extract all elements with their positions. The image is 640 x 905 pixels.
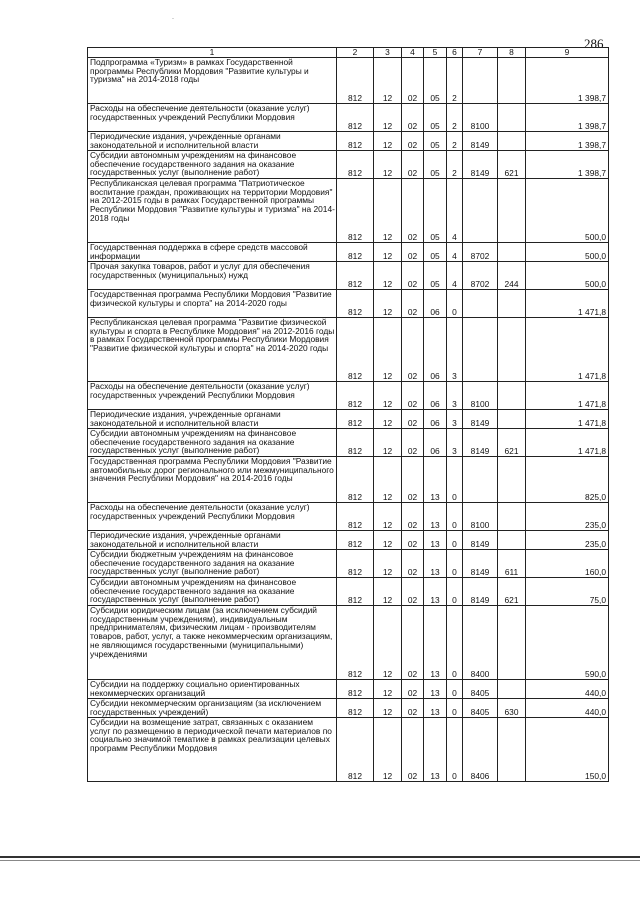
column-header-7: 7 — [463, 48, 498, 58]
section-code: 12 — [374, 718, 402, 782]
subsection-code: 02 — [402, 699, 424, 718]
amount: 1 471,8 — [526, 382, 609, 410]
program-code: 13 — [424, 718, 447, 782]
section-code: 12 — [374, 104, 402, 132]
program-code: 13 — [424, 606, 447, 680]
target-article: 8149 — [463, 550, 498, 578]
admin-code: 812 — [337, 429, 374, 457]
admin-code: 812 — [337, 680, 374, 699]
row-name: Субсидии на поддержку социально ориентированных некоммерческих организаций — [88, 680, 337, 699]
row-name: Периодические издания, учрежденные органами законодательной и исполнительной власти — [88, 410, 337, 429]
admin-code: 812 — [337, 151, 374, 179]
subprogram-code: 2 — [447, 58, 463, 104]
program-code: 13 — [424, 531, 447, 550]
expense-type: 621 — [498, 151, 526, 179]
amount: 235,0 — [526, 531, 609, 550]
expense-type — [498, 503, 526, 531]
admin-code: 812 — [337, 243, 374, 262]
subsection-code: 02 — [402, 503, 424, 531]
expense-type — [498, 531, 526, 550]
section-code: 12 — [374, 531, 402, 550]
program-code: 13 — [424, 503, 447, 531]
subsection-code: 02 — [402, 132, 424, 151]
amount: 235,0 — [526, 503, 609, 531]
column-header-1: 1 — [88, 48, 337, 58]
subsection-code: 02 — [402, 457, 424, 503]
subsection-code: 02 — [402, 531, 424, 550]
table-row — [88, 606, 609, 680]
subsection-code: 02 — [402, 104, 424, 132]
admin-code: 812 — [337, 699, 374, 718]
subprogram-code: 4 — [447, 179, 463, 243]
section-code: 12 — [374, 578, 402, 606]
amount: 440,0 — [526, 680, 609, 699]
amount: 825,0 — [526, 457, 609, 503]
expense-type — [498, 718, 526, 782]
subprogram-code: 2 — [447, 132, 463, 151]
row-name: Расходы на обеспечение деятельности (оказание услуг) государственных учреждений Республики Мордовия — [88, 503, 337, 531]
admin-code: 812 — [337, 578, 374, 606]
program-code: 06 — [424, 429, 447, 457]
program-code: 13 — [424, 680, 447, 699]
expense-type: 621 — [498, 429, 526, 457]
program-code: 05 — [424, 179, 447, 243]
row-name: Субсидии бюджетным учреждениям на финансовое обеспечение государственного задания на оказание государственных услуг (выполнение работ) — [88, 550, 337, 578]
table-row — [88, 132, 609, 151]
expense-type — [498, 382, 526, 410]
section-code: 12 — [374, 243, 402, 262]
subprogram-code: 0 — [447, 550, 463, 578]
amount: 75,0 — [526, 578, 609, 606]
amount: 440,0 — [526, 699, 609, 718]
subsection-code: 02 — [402, 410, 424, 429]
subprogram-code: 2 — [447, 151, 463, 179]
target-article: 8100 — [463, 503, 498, 531]
subsection-code: 02 — [402, 718, 424, 782]
program-code: 06 — [424, 410, 447, 429]
expense-type: 630 — [498, 699, 526, 718]
subprogram-code: 2 — [447, 104, 463, 132]
section-code: 12 — [374, 680, 402, 699]
bottom-rule-thin — [0, 860, 640, 861]
table-row — [88, 429, 609, 457]
section-code: 12 — [374, 410, 402, 429]
target-article: 8406 — [463, 718, 498, 782]
target-article: 8149 — [463, 151, 498, 179]
subprogram-code: 4 — [447, 243, 463, 262]
subprogram-code: 3 — [447, 318, 463, 382]
admin-code: 812 — [337, 382, 374, 410]
page-number: 286 — [584, 36, 604, 51]
amount: 1 398,7 — [526, 104, 609, 132]
row-name: Субсидии автономным учреждениям на финансовое обеспечение государственного задания на оказание государственных услуг (выполнение работ) — [88, 429, 337, 457]
subsection-code: 02 — [402, 382, 424, 410]
section-code: 12 — [374, 382, 402, 410]
row-name: Государственная программа Республики Мордовия "Развитие физической культуры и спорта" на 2014-2020 годы — [88, 290, 337, 318]
program-code: 13 — [424, 457, 447, 503]
amount: 1 471,8 — [526, 429, 609, 457]
target-article: 8149 — [463, 531, 498, 550]
target-article — [463, 457, 498, 503]
section-code: 12 — [374, 132, 402, 151]
row-name: Республиканская целевая программа "Развитие физической культуры и спорта в Республике Мордовия" на 2012-2016 годы в рамках Государственной программы Республики Мордовия "Развитие физической культуры и спорта" на 2014-2020 годы — [88, 318, 337, 382]
admin-code: 812 — [337, 606, 374, 680]
budget-table — [87, 47, 609, 782]
table-row — [88, 680, 609, 699]
amount: 150,0 — [526, 718, 609, 782]
row-name: Республиканская целевая программа "Патриотическое воспитание граждан, проживающих на территории Мордовия" на 2012-2015 годы в рамках Государственной программы Республики Мордовия "Развитие культуры и туризма" на 2014-2018 годы — [88, 179, 337, 243]
row-name: Государственная программа Республики Мордовия "Развитие автомобильных дорог регионального или межмуниципального значения Республики Мордовия" на 2014-2016 годы — [88, 457, 337, 503]
bottom-rule — [0, 856, 640, 858]
amount: 500,0 — [526, 179, 609, 243]
admin-code: 812 — [337, 410, 374, 429]
program-code: 06 — [424, 290, 447, 318]
target-article: 8149 — [463, 578, 498, 606]
admin-code: 812 — [337, 290, 374, 318]
program-code: 05 — [424, 151, 447, 179]
section-code: 12 — [374, 503, 402, 531]
amount: 1 398,7 — [526, 58, 609, 104]
subsection-code: 02 — [402, 680, 424, 699]
subprogram-code: 0 — [447, 531, 463, 550]
expense-type — [498, 104, 526, 132]
section-code: 12 — [374, 58, 402, 104]
table-row — [88, 58, 609, 104]
amount: 500,0 — [526, 262, 609, 290]
section-code: 12 — [374, 457, 402, 503]
subsection-code: 02 — [402, 550, 424, 578]
row-name: Субсидии некоммерческим организациям (за исключением государственных учреждений) — [88, 699, 337, 718]
section-code: 12 — [374, 699, 402, 718]
column-header-8: 8 — [498, 48, 526, 58]
table-row — [88, 699, 609, 718]
amount: 500,0 — [526, 243, 609, 262]
header-row — [88, 48, 609, 58]
subprogram-code: 0 — [447, 699, 463, 718]
target-article: 8149 — [463, 132, 498, 151]
program-code: 06 — [424, 382, 447, 410]
expense-type: 621 — [498, 578, 526, 606]
section-code: 12 — [374, 290, 402, 318]
table-row — [88, 550, 609, 578]
expense-type: 611 — [498, 550, 526, 578]
program-code: 05 — [424, 262, 447, 290]
expense-type — [498, 318, 526, 382]
amount: 590,0 — [526, 606, 609, 680]
expense-type — [498, 680, 526, 699]
table-row — [88, 179, 609, 243]
amount: 1 398,7 — [526, 132, 609, 151]
table-row — [88, 531, 609, 550]
table-row — [88, 718, 609, 782]
expense-type — [498, 58, 526, 104]
amount: 1 471,8 — [526, 318, 609, 382]
row-name: Государственная поддержка в сфере средств массовой информации — [88, 243, 337, 262]
admin-code: 812 — [337, 531, 374, 550]
subprogram-code: 4 — [447, 262, 463, 290]
subsection-code: 02 — [402, 243, 424, 262]
subsection-code: 02 — [402, 151, 424, 179]
expense-type: 244 — [498, 262, 526, 290]
section-code: 12 — [374, 318, 402, 382]
target-article — [463, 318, 498, 382]
admin-code: 812 — [337, 503, 374, 531]
admin-code: 812 — [337, 318, 374, 382]
table-row — [88, 410, 609, 429]
program-code: 05 — [424, 243, 447, 262]
program-code: 05 — [424, 132, 447, 151]
row-name: Прочая закупка товаров, работ и услуг для обеспечения государственных (муниципальных) нужд — [88, 262, 337, 290]
subprogram-code: 3 — [447, 429, 463, 457]
subsection-code: 02 — [402, 578, 424, 606]
column-header-3: 3 — [374, 48, 402, 58]
column-header-4: 4 — [402, 48, 424, 58]
section-code: 12 — [374, 550, 402, 578]
admin-code: 812 — [337, 457, 374, 503]
admin-code: 812 — [337, 104, 374, 132]
admin-code: 812 — [337, 58, 374, 104]
program-code: 05 — [424, 58, 447, 104]
column-header-9: 9 — [526, 48, 609, 58]
subprogram-code: 0 — [447, 578, 463, 606]
expense-type — [498, 243, 526, 262]
row-name: Субсидии автономным учреждениям на финансовое обеспечение государственного задания на оказание государственных услуг (выполнение работ) — [88, 151, 337, 179]
table-row — [88, 382, 609, 410]
target-article — [463, 179, 498, 243]
section-code: 12 — [374, 151, 402, 179]
subsection-code: 02 — [402, 606, 424, 680]
scan-speck: · — [172, 16, 174, 22]
expense-type — [498, 179, 526, 243]
target-article: 8100 — [463, 382, 498, 410]
row-name: Периодические издания, учрежденные органами законодательной и исполнительной власти — [88, 531, 337, 550]
subprogram-code: 3 — [447, 410, 463, 429]
admin-code: 812 — [337, 132, 374, 151]
program-code: 05 — [424, 104, 447, 132]
row-name: Субсидии на возмещение затрат, связанных с оказанием услуг по размещению в периодической печати материалов по социально значимой тематике в рамках реализации целевых программ Республики Мордовия — [88, 718, 337, 782]
target-article: 8702 — [463, 243, 498, 262]
row-name: Субсидии автономным учреждениям на финансовое обеспечение государственного задания на оказание государственных услуг (выполнение работ) — [88, 578, 337, 606]
admin-code: 812 — [337, 262, 374, 290]
subsection-code: 02 — [402, 58, 424, 104]
row-name: Подпрограмма «Туризм» в рамках Государственной программы Республики Мордовия "Развитие культуры и туризма" на 2014-2018 годы — [88, 58, 337, 104]
section-code: 12 — [374, 179, 402, 243]
table-row — [88, 578, 609, 606]
target-article: 8405 — [463, 680, 498, 699]
subsection-code: 02 — [402, 262, 424, 290]
expense-type — [498, 606, 526, 680]
section-code: 12 — [374, 606, 402, 680]
expense-type — [498, 132, 526, 151]
target-article — [463, 58, 498, 104]
column-header-5: 5 — [424, 48, 447, 58]
subsection-code: 02 — [402, 290, 424, 318]
target-article: 8400 — [463, 606, 498, 680]
expense-type — [498, 410, 526, 429]
table-row — [88, 104, 609, 132]
subprogram-code: 0 — [447, 457, 463, 503]
amount: 1 471,8 — [526, 290, 609, 318]
table-row — [88, 243, 609, 262]
table-row — [88, 262, 609, 290]
section-code: 12 — [374, 429, 402, 457]
table-row — [88, 457, 609, 503]
subprogram-code: 0 — [447, 606, 463, 680]
program-code: 13 — [424, 550, 447, 578]
section-code: 12 — [374, 262, 402, 290]
subprogram-code: 0 — [447, 680, 463, 699]
subsection-code: 02 — [402, 179, 424, 243]
program-code: 13 — [424, 699, 447, 718]
column-header-2: 2 — [337, 48, 374, 58]
row-name: Периодические издания, учрежденные органами законодательной и исполнительной власти — [88, 132, 337, 151]
table-row — [88, 151, 609, 179]
expense-type — [498, 457, 526, 503]
program-code: 06 — [424, 318, 447, 382]
subprogram-code: 0 — [447, 503, 463, 531]
row-name: Расходы на обеспечение деятельности (оказание услуг) государственных учреждений Республики Мордовия — [88, 104, 337, 132]
subprogram-code: 0 — [447, 718, 463, 782]
table-row — [88, 318, 609, 382]
admin-code: 812 — [337, 179, 374, 243]
program-code: 13 — [424, 578, 447, 606]
subsection-code: 02 — [402, 318, 424, 382]
amount: 160,0 — [526, 550, 609, 578]
admin-code: 812 — [337, 550, 374, 578]
target-article — [463, 290, 498, 318]
admin-code: 812 — [337, 718, 374, 782]
subprogram-code: 0 — [447, 290, 463, 318]
expense-type — [498, 290, 526, 318]
amount: 1 471,8 — [526, 410, 609, 429]
column-header-6: 6 — [447, 48, 463, 58]
target-article: 8100 — [463, 104, 498, 132]
table-row — [88, 503, 609, 531]
target-article: 8149 — [463, 429, 498, 457]
table-row — [88, 290, 609, 318]
subsection-code: 02 — [402, 429, 424, 457]
amount: 1 398,7 — [526, 151, 609, 179]
row-name: Субсидии юридическим лицам (за исключением субсидий государственным учреждениям), индивидуальным предпринимателям, физическим лицам - производителям товаров, работ, услуг, а также некоммерческим организациям, не являющимся государственными (муниципальными) учреждениями — [88, 606, 337, 680]
target-article: 8149 — [463, 410, 498, 429]
subprogram-code: 3 — [447, 382, 463, 410]
target-article: 8405 — [463, 699, 498, 718]
row-name: Расходы на обеспечение деятельности (оказание услуг) государственных учреждений Республики Мордовия — [88, 382, 337, 410]
target-article: 8702 — [463, 262, 498, 290]
